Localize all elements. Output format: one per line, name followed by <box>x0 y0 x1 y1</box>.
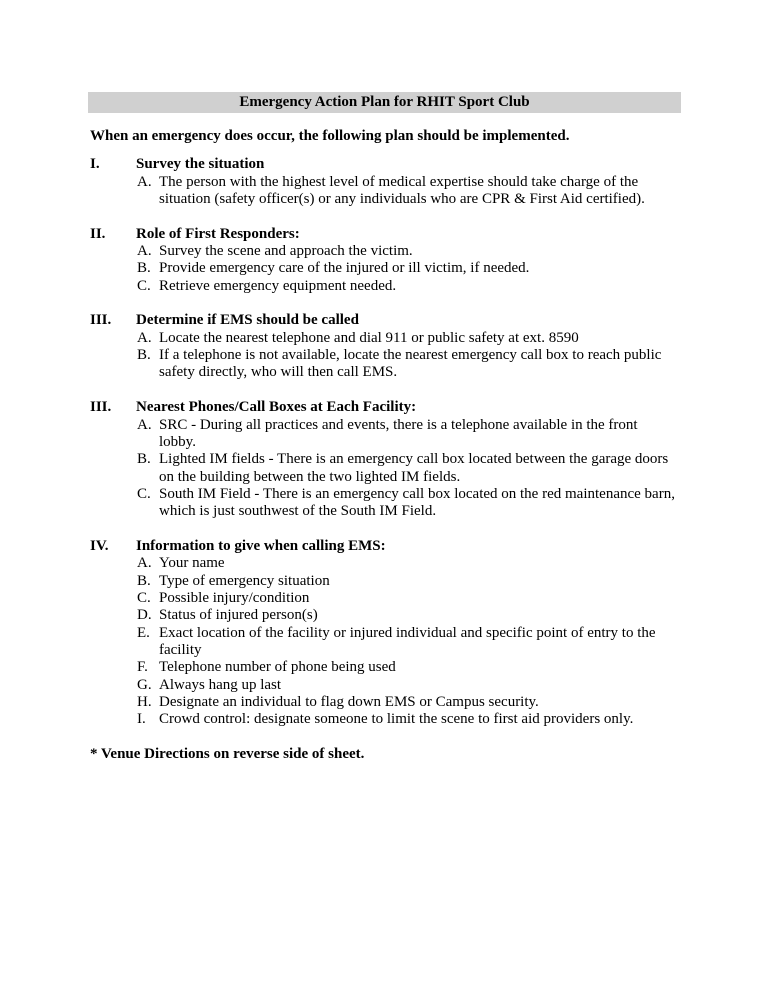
item-letter: E. <box>137 624 150 641</box>
item-letter: B. <box>137 451 151 468</box>
item-text-line: Designate an individual to flag down EMS or Campus security. <box>159 694 539 710</box>
item-text-line: Lighted IM fields - There is an emergency call box located between the garage doors <box>159 451 669 468</box>
item-text-line: Status of injured person(s) <box>159 607 318 624</box>
item-text-line: South IM Field - There is an emergency call box located on the red maintenance barn, <box>159 485 675 502</box>
section-heading <box>90 226 690 243</box>
section-numeral: III. <box>90 399 112 416</box>
item-text-line: If a telephone is not available, locate the nearest emergency call box to reach public <box>159 347 662 364</box>
item-letter: A. <box>137 173 152 190</box>
item-text-line: SRC - During all practices and events, there is a telephone available in the front <box>159 416 638 433</box>
item-letter: I. <box>137 711 146 728</box>
item-letter: A. <box>137 243 152 260</box>
list-item <box>90 330 690 347</box>
list-item <box>90 278 690 295</box>
list-item <box>90 451 690 486</box>
item-letter: H. <box>137 694 152 710</box>
item-letter: A. <box>137 329 152 346</box>
item-text-line: safety directly, who will then call EMS. <box>159 364 398 381</box>
item-text-line: Locate the nearest telephone and dial 911 or public safety at ext. 8590 <box>159 329 579 346</box>
item-text-line: lobby. <box>159 433 196 450</box>
item-text-line: Your name <box>159 555 225 572</box>
item-text-line: Telephone number of phone being used <box>159 659 396 676</box>
list-item <box>90 417 690 452</box>
section-heading <box>90 399 690 416</box>
list-item <box>90 607 690 624</box>
item-text-line: situation (safety officer(s) or any individuals who are CPR & First Aid certified). <box>159 191 645 208</box>
section <box>90 226 690 295</box>
item-letter: C. <box>137 485 151 502</box>
item-letter: B. <box>137 260 151 277</box>
item-text-line: Crowd control: designate someone to limit the scene to first aid providers only. <box>159 711 634 728</box>
item-letter: D. <box>137 607 152 624</box>
section <box>90 156 690 208</box>
footer-note: * Venue Directions on reverse side of sheet. <box>90 746 365 763</box>
section-title: Role of First Responders: <box>136 225 300 242</box>
list-item <box>90 486 690 521</box>
item-letter: B. <box>137 572 151 589</box>
item-text-line: Exact location of the facility or injured individual and specific point of entry to the <box>159 624 656 641</box>
list-item <box>90 260 690 277</box>
item-text-line: on the building between the two lighted IM fields. <box>159 468 461 485</box>
item-letter: C. <box>137 589 151 606</box>
section <box>90 399 690 520</box>
item-text-line: Survey the scene and approach the victim. <box>159 243 413 260</box>
item-text-line: Retrieve emergency equipment needed. <box>159 277 397 294</box>
sections <box>90 156 690 728</box>
section-title: Information to give when calling EMS: <box>136 537 386 554</box>
list-item <box>90 347 690 382</box>
item-letter: C. <box>137 277 151 294</box>
list-item <box>90 174 690 209</box>
section-numeral: I. <box>90 156 100 173</box>
list-item <box>90 659 690 676</box>
item-text-line: Type of emergency situation <box>159 572 330 589</box>
list-item <box>90 590 690 607</box>
section-heading <box>90 538 690 555</box>
list-item <box>90 555 690 572</box>
intro-text: When an emergency does occur, the following plan should be implemented. <box>90 128 570 144</box>
item-text-line: Provide emergency care of the injured or ill victim, if needed. <box>159 260 530 277</box>
item-letter: G. <box>137 676 152 693</box>
section-title: Nearest Phones/Call Boxes at Each Facility: <box>136 399 417 416</box>
list-item <box>90 625 690 660</box>
section-heading <box>90 312 690 329</box>
item-text-line: Possible injury/condition <box>159 589 310 606</box>
list-item <box>90 677 690 694</box>
list-item <box>90 243 690 260</box>
list-item <box>90 711 690 728</box>
document-title: Emergency Action Plan for RHIT Sport Club <box>88 92 681 113</box>
section-heading <box>90 156 690 173</box>
document-body <box>90 128 690 763</box>
item-letter: B. <box>137 347 151 364</box>
section-numeral: III. <box>90 312 112 329</box>
item-letter: A. <box>137 416 152 433</box>
item-text-line: which is just southwest of the South IM Field. <box>159 503 437 520</box>
section <box>90 312 690 381</box>
item-text-line: Always hang up last <box>159 676 282 693</box>
item-text-line: The person with the highest level of medical expertise should take charge of the <box>159 173 639 190</box>
item-letter: F. <box>137 659 148 676</box>
list-item <box>90 694 690 711</box>
section-title: Survey the situation <box>136 156 265 173</box>
section-title: Determine if EMS should be called <box>136 312 359 329</box>
list-item <box>90 573 690 590</box>
section <box>90 538 690 729</box>
section-numeral: IV. <box>90 537 109 554</box>
section-numeral: II. <box>90 225 106 242</box>
item-text-line: facility <box>159 641 202 658</box>
item-letter: A. <box>137 555 152 572</box>
